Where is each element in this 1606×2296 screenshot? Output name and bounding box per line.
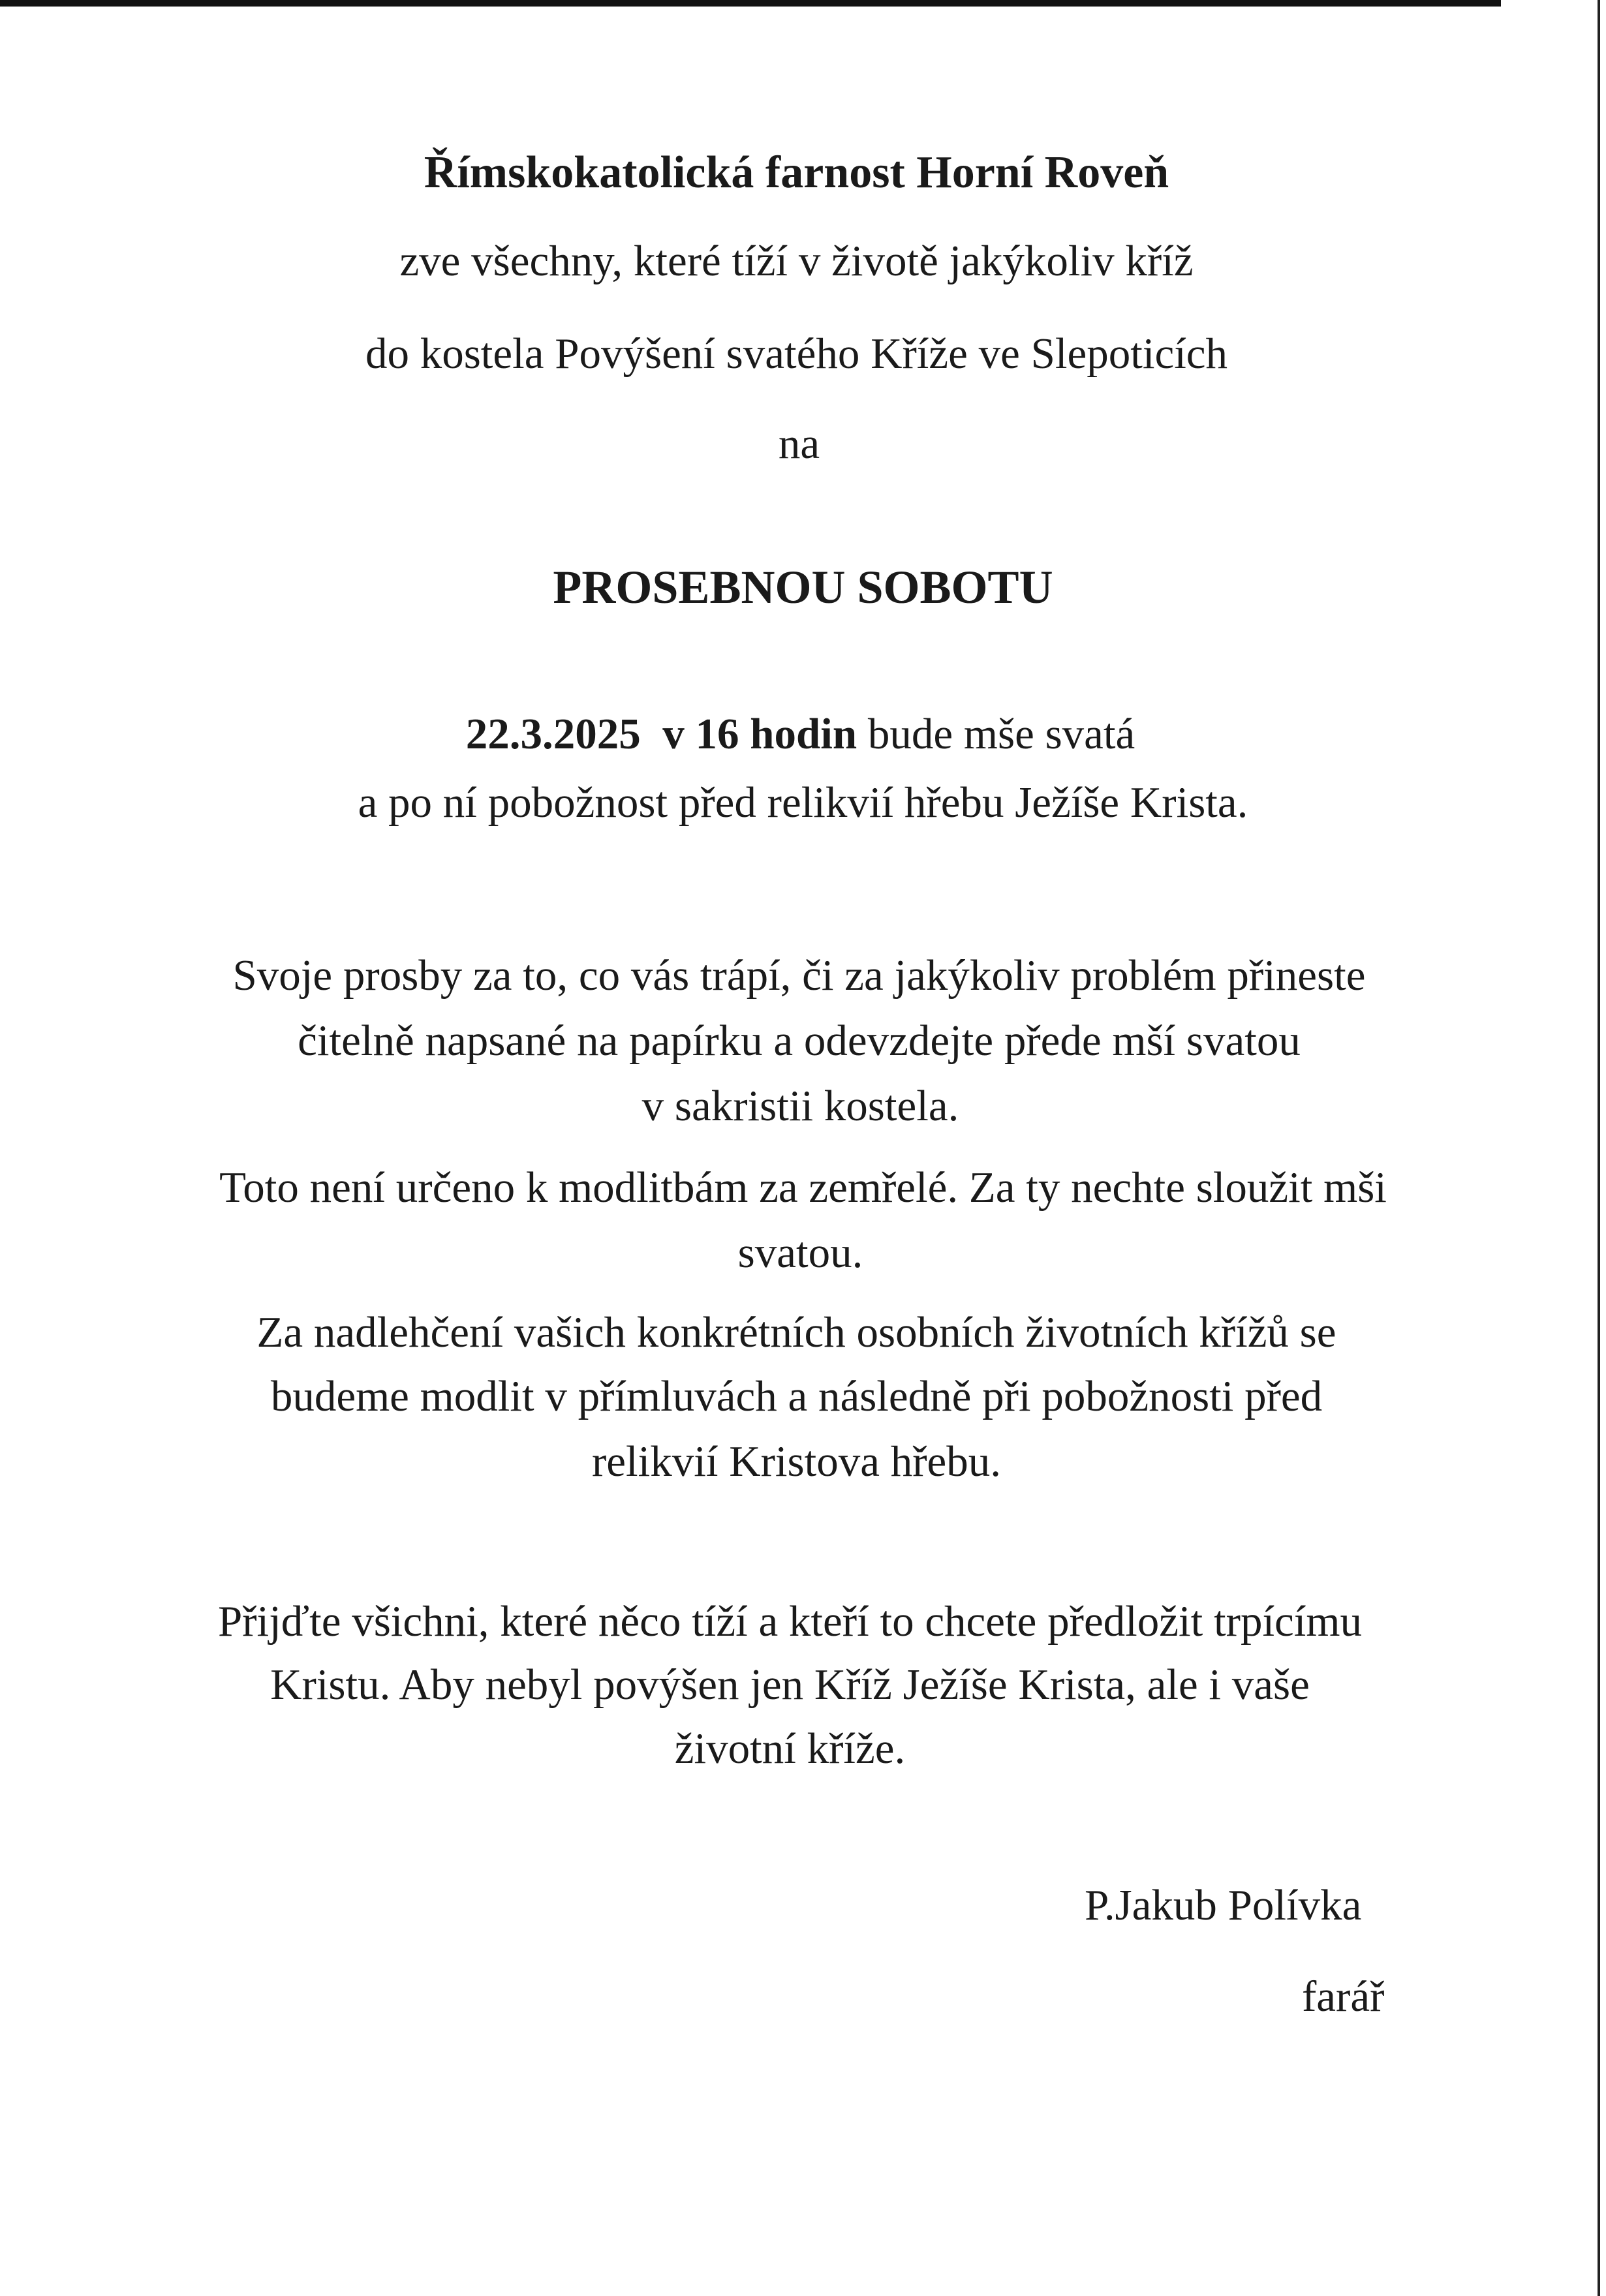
event-time: v 16 hodin — [662, 710, 857, 758]
signature-role: farář — [1302, 1972, 1385, 2021]
event-devotion: a po ní pobožnost před relikvií hřebu Ježíše Krista. — [358, 778, 1248, 827]
para1-line3: v sakristii kostela. — [641, 1082, 959, 1130]
na-line: na — [778, 420, 820, 468]
church-line: do kostela Povýšení svatého Kříže ve Slepoticích — [365, 329, 1228, 378]
para4-line2: Kristu. Aby nebyl povýšen jen Kříž Ježíše Krista, ale i vaše — [270, 1661, 1310, 1709]
parish-heading: Římskokatolická farnost Horní Roveň — [424, 147, 1169, 198]
para1-line1: Svoje prosby za to, co vás trápí, či za jakýkoliv problém přineste — [232, 951, 1366, 1000]
para4-line3: životní kříže. — [674, 1724, 906, 1773]
para1-line2: čitelně napsané na papírku a odevzdejte přede mší svatou — [298, 1017, 1301, 1065]
para3-line1: Za nadlehčení vašich konkrétních osobních životních křížů se — [256, 1308, 1336, 1356]
event-date: 22.3.2025 — [465, 710, 641, 758]
scan-edge-top — [0, 0, 1501, 7]
invite-line: zve všechny, které tíží v životě jakýkoliv kříž — [399, 237, 1194, 285]
event-mass: bude mše svatá — [867, 710, 1135, 758]
signature-name: P.Jakub Polívka — [1085, 1881, 1362, 1929]
para2-line1: Toto není určeno k modlitbám za zemřelé. Za ty nechte sloužit mši — [219, 1163, 1387, 1212]
para4-line1: Přijďte všichni, které něco tíží a kteří to chcete předložit trpícímu — [217, 1597, 1363, 1645]
para3-line3: relikvií Kristova hřebu. — [591, 1437, 1002, 1486]
event-date-line — [0, 708, 1603, 760]
para2-line2: svatou. — [737, 1229, 863, 1277]
para3-line2: budeme modlit v přímluvách a následně při pobožnosti před — [270, 1372, 1323, 1420]
event-title: PROSEBNOU SOBOTU — [553, 561, 1053, 613]
